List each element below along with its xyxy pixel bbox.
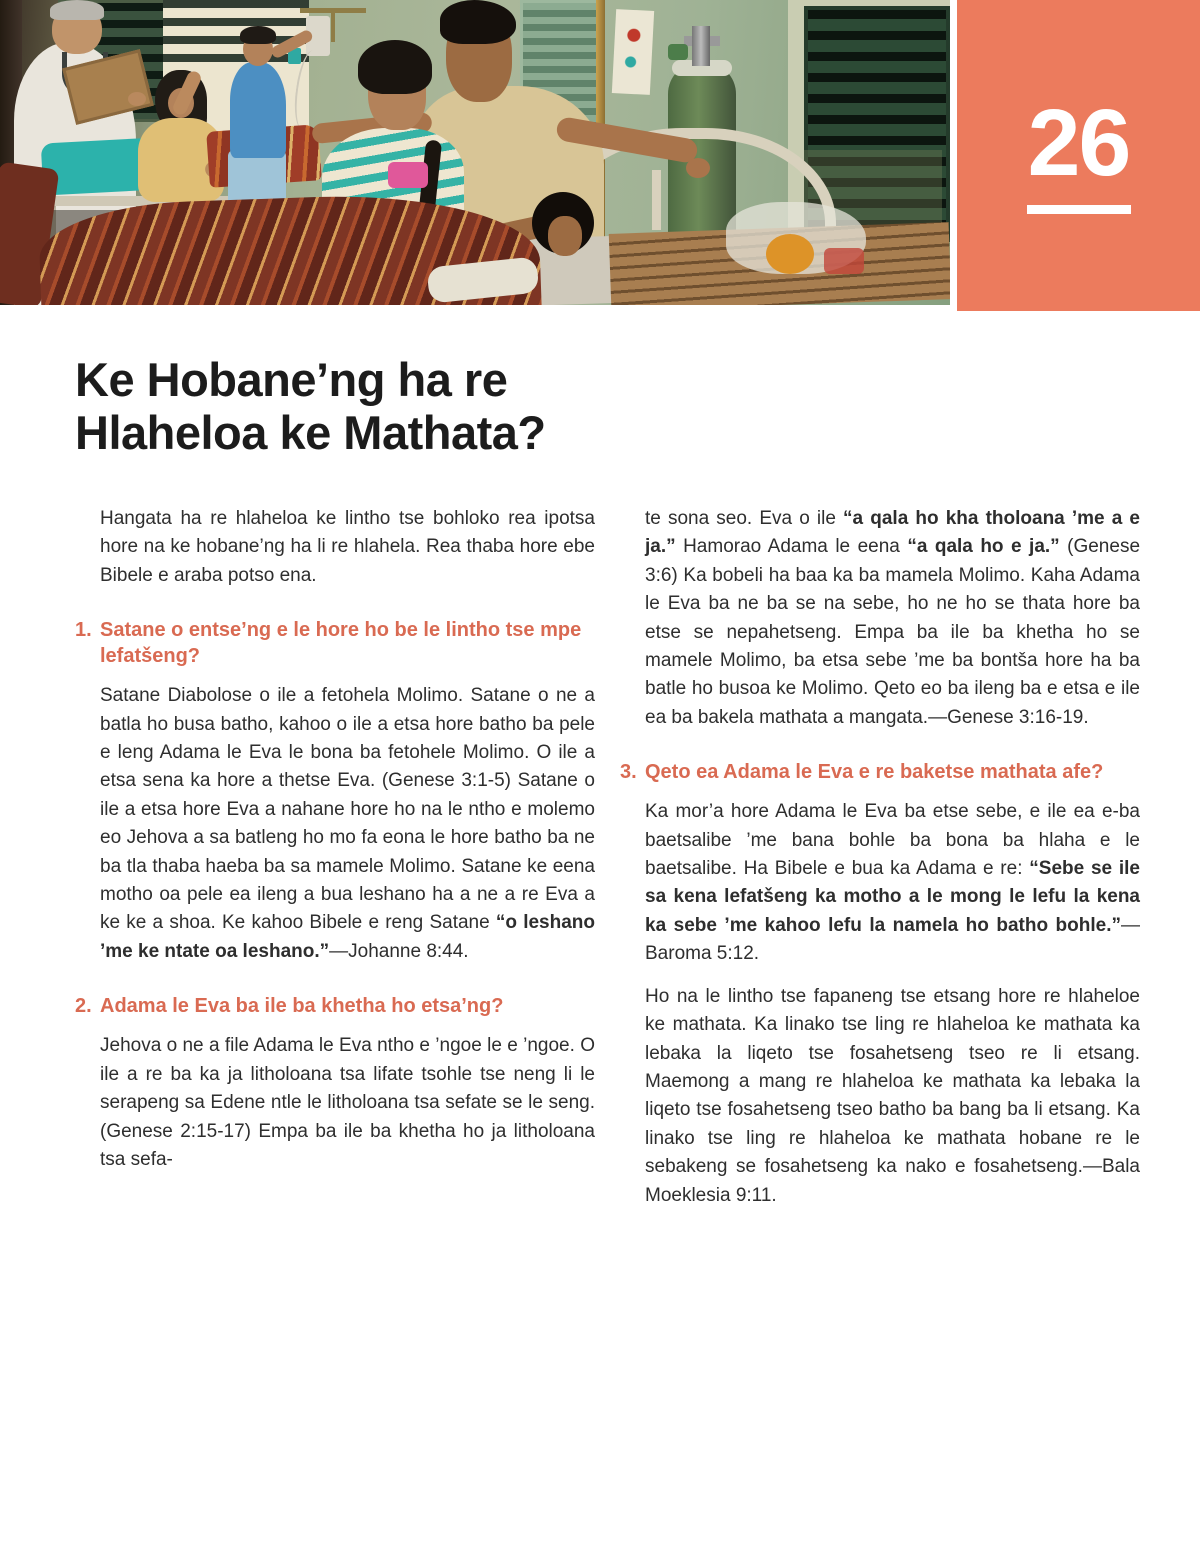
tank-knob — [668, 44, 688, 60]
question-text: Qeto ea Adama le Eva e re baketse mathata afe? — [645, 761, 1104, 784]
scripture-quote: “o leshano ’me ke ntate oa leshano.” — [100, 912, 596, 962]
paragraph — [100, 1032, 595, 1174]
nurse-hair — [240, 26, 276, 44]
question-heading — [75, 993, 595, 1019]
body-text: Hamorao Adama le eena — [675, 536, 908, 558]
father-hair — [440, 0, 516, 44]
body-text: Ka mor’a hore Adama le Eva ba etse sebe, e ile ea e-ba baetsalibe ’me bana bohle ba bona ba hlaha e le baetsalibe. Ha Bibele e bua ka Adama e re: — [645, 801, 1140, 880]
scripture-quote: “a qala ho e ja.” — [907, 536, 1060, 558]
body-text: te sona seo. Eva o ile — [645, 508, 844, 529]
article-columns — [75, 505, 1142, 1210]
headboard-post — [652, 170, 661, 230]
orange-fruit — [766, 234, 814, 274]
page-title-line2: Hlaheloa ke Mathata? — [75, 406, 546, 459]
column-right — [620, 505, 1140, 1210]
hero-section — [0, 0, 1200, 311]
nurse-scrubs — [230, 62, 286, 158]
intro-paragraph — [100, 505, 595, 590]
question-text: Adama le Eva ba ile ba khetha ho etsa’ng? — [100, 995, 504, 1018]
doctor-hair — [50, 0, 104, 20]
iv-stand-pole — [331, 8, 335, 42]
body-text: Ho na le lintho tse fapaneng tse etsang hore re hlaheloe ke mathata. Ka linako tse ling re hlaheloa ke mathata ka lebaka la liqeto tse fosahetseng tseo re li etsang. Maemong a mang re hlaheloa ke mathata ka lebaka la liqeto tse fosahetseng tseo batho ba bang ba li etsang. Ka linako tse ling re hlaheloa ke mathata hobane re le sebakeng se fosahetseng ka nako e fosahetseng.—Bala Moeklesia 9:11. — [645, 985, 1140, 1206]
page-title-line1: Ke Hobane’ng ha re — [75, 353, 508, 406]
red-item — [824, 248, 864, 274]
badge-underline — [1027, 205, 1131, 214]
pink-shirt-band — [388, 162, 428, 188]
question-text: Satane o entse’ng e le hore ho be le lintho tse mpe lefatšeng? — [100, 619, 582, 668]
lesson-number-badge — [957, 0, 1200, 311]
body-text: —Johanne 8:44. — [329, 940, 469, 962]
body-text: Satane Diabolose o ile a fetohela Molimo. Satane o ne a batla ho busa batho, kahoo o ile a etsa hore batho ba pele e leng Adama le Eva le bona ba fetohele Molimo. O ile a etsa sena ka hore a thetse Eva. (Genese 3:1-5) Satane o ile a etsa hore Eva a nahane hore ho na le ntho e molemo eo Jehova a sa batleng ho mo fa eona le hore batho ba ne ba tla thaba haeba ba sa mamele Molimo. Satane ke eena motho oa pele ea ileng a bua leshano ha a ne a re Eva a ke ke a shoa. Ke kahoo Bibele e reng Satane — [100, 685, 595, 934]
paragraph — [645, 983, 1140, 1210]
question-heading — [75, 617, 595, 669]
column-left — [75, 505, 595, 1210]
mother-hair — [358, 40, 432, 94]
body-text: —Baroma 5:12. — [645, 914, 1140, 965]
father-hand — [686, 158, 710, 178]
doctor-hand — [128, 92, 146, 106]
boy-face — [548, 216, 582, 256]
question-heading — [620, 759, 1140, 785]
body-text: (Genese 3:6) Ka bobeli ha baa ka ba mamela Molimo. Kaha Adama le Eva ba ne ba se na sebe, ho ne ho se thata hore ba etse se nepahetseng. Empa ba ile ba khetha ho se mamele Molimo, ba etsa sebe ’me ba bontša hore ha ba batle ho busoa ke Molimo. Qeto eo ba ileng ba e etsa e ile ea ba bakela mathata a mangata.—Genese 3:16-19. — [645, 536, 1141, 728]
wall-drawing — [612, 9, 654, 95]
question-number: 3. — [620, 761, 637, 784]
page-title — [75, 353, 1200, 459]
body-text: Hangata ha re hlaheloa ke lintho tse bohloko rea ipotsa hore na ke hobane’ng ha li re hlahela. Rea thaba hore ebe Bibele e araba potso ena. — [100, 508, 595, 586]
body-text: Jehova o ne a file Adama le Eva ntho e ’ngoe le e ’ngoe. O ile a re ba ka ja litholoana tsa lifate tsohle tse neng li le serapeng sa Edene ntle le litholoana tsa sefate se le seng. (Genese 2:15-17) Empa ba ile ba khetha ho ja litholoana tsa sefa- — [100, 1035, 595, 1170]
hospital-photo — [0, 0, 950, 305]
question-number: 2. — [75, 995, 92, 1018]
lesson-number: 26 — [1027, 90, 1130, 196]
question-number: 1. — [75, 619, 92, 642]
paragraph — [645, 798, 1140, 968]
scripture-quote: “a qala ho kha tholoana ’me a e ja.” — [645, 508, 1141, 558]
tank-valve — [692, 26, 710, 66]
scripture-quote: “Sebe se ile sa kena lefatšeng ka motho a le mong le lefu la kena ka sebe ’me kahoo lefu la namela ho batho bohle.” — [645, 858, 1140, 936]
paragraph — [645, 505, 1140, 732]
paragraph — [100, 682, 595, 966]
